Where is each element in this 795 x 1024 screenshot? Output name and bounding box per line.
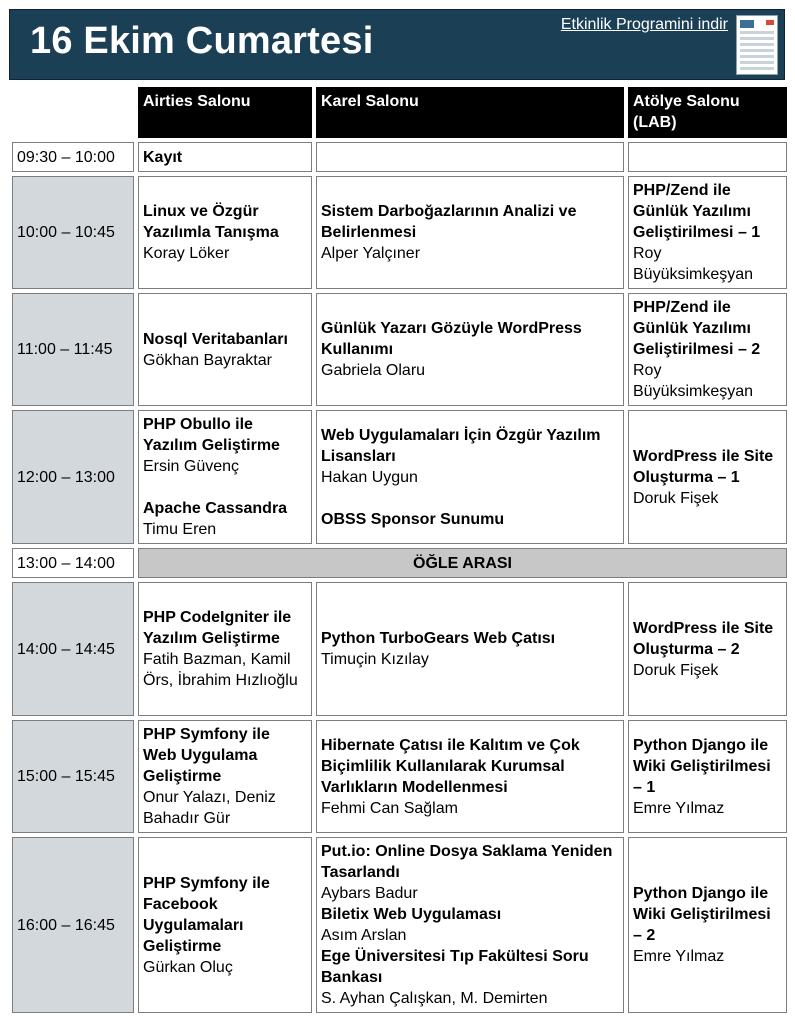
session-title: PHP/Zend ile Günlük Yazılımı Geliştirilmesi – 1 — [633, 182, 761, 241]
session-cell — [138, 837, 312, 1013]
session-cell-empty — [628, 142, 787, 172]
session-title: Biletix Web Uygulaması — [321, 906, 502, 923]
session-cell — [628, 410, 787, 544]
session-speaker: Aybars Badur — [321, 885, 418, 902]
session-cell — [316, 176, 624, 289]
program-thumbnail-image[interactable] — [736, 15, 778, 75]
time-cell: 14:00 – 14:45 — [12, 582, 134, 716]
session-cell — [138, 176, 312, 289]
session-cell — [628, 293, 787, 406]
session-cell — [316, 410, 624, 544]
session-cell — [138, 410, 312, 544]
session-cell — [628, 837, 787, 1013]
session-title: PHP Symfony ile Web Uygulama Geliştirme — [143, 726, 270, 785]
time-cell: 12:00 – 13:00 — [12, 410, 134, 544]
time-cell: 10:00 – 10:45 — [12, 176, 134, 289]
session-title: PHP/Zend ile Günlük Yazılımı Geliştirilmesi – 2 — [633, 299, 761, 358]
session-speaker: Alper Yalçıner — [321, 245, 421, 262]
table-row — [12, 142, 787, 172]
session-speaker: Emre Yılmaz — [633, 948, 725, 965]
session-speaker: Asım Arslan — [321, 927, 407, 944]
session-cell — [138, 293, 312, 406]
corner-cell — [12, 87, 134, 138]
session-speaker: Doruk Fişek — [633, 489, 719, 507]
time-cell: 15:00 – 15:45 — [12, 720, 134, 833]
column-header-karel: Karel Salonu — [316, 87, 624, 138]
session-title: Sistem Darboğazlarının Analizi ve Belirlenmesi — [321, 203, 577, 241]
table-row — [12, 293, 787, 406]
session-title: PHP Obullo ile Yazılım Geliştirme — [143, 416, 280, 454]
session-speaker: S. Ayhan Çalışkan, M. Demirten — [321, 990, 548, 1007]
time-cell: 11:00 – 11:45 — [12, 293, 134, 406]
session-title: WordPress ile Site Oluşturma – 1 — [633, 447, 774, 486]
table-row — [12, 837, 787, 1013]
time-cell: 13:00 – 14:00 — [12, 548, 134, 578]
session-cell — [138, 582, 312, 716]
session-cell — [138, 720, 312, 833]
session-title: Ege Üniversitesi Tıp Fakültesi Soru Bankası — [321, 948, 589, 986]
session-cell — [138, 142, 312, 172]
session-cell — [628, 176, 787, 289]
table-row — [12, 176, 787, 289]
download-program-link[interactable]: Etkinlik Programini indir — [560, 16, 728, 33]
session-title: PHP Symfony ile Facebook Uygulamaları Geliştirme — [143, 874, 270, 955]
table-header-row — [12, 87, 787, 138]
session-cell — [628, 582, 787, 716]
column-header-airties: Airties Salonu — [138, 87, 312, 138]
session-speaker: Timuçin Kızılay — [321, 651, 429, 668]
time-cell: 09:30 – 10:00 — [12, 142, 134, 172]
session-speaker: Emre Yılmaz — [633, 799, 725, 817]
session-title: OBSS Sponsor Sunumu — [321, 510, 505, 528]
session-speaker: Fehmi Can Sağlam — [321, 799, 458, 817]
session-title: Hibernate Çatısı ile Kalıtım ve Çok Biçimlilik Kullanılarak Kurumsal Varlıkların Modellenmesi — [321, 736, 580, 796]
session-speaker: Roy Büyüksimkeşyan — [633, 245, 754, 283]
session-speaker: Doruk Fişek — [633, 661, 719, 679]
session-cell — [316, 293, 624, 406]
session-title: Linux ve Özgür Yazılımla Tanışma — [143, 203, 279, 241]
session-title: Python Django ile Wiki Geliştirilmesi – 2 — [633, 885, 771, 944]
page-title: 16 Ekim Cumartesi — [30, 20, 374, 62]
session-speaker: Ersin Güvenç — [143, 458, 240, 475]
session-title: PHP CodeIgniter ile Yazılım Geliştirme — [143, 609, 292, 647]
session-speaker: Gürkan Oluç — [143, 958, 233, 976]
session-speaker: Hakan Uygun — [321, 468, 418, 486]
session-cell — [316, 837, 624, 1013]
session-title: Günlük Yazarı Gözüyle WordPress Kullanımı — [321, 320, 582, 358]
session-cell — [628, 720, 787, 833]
table-row — [12, 720, 787, 833]
page-header — [9, 9, 785, 80]
session-title: Python Django ile Wiki Geliştirilmesi – 1 — [633, 736, 771, 796]
session-title: Put.io: Online Dosya Saklama Yeniden Tasarlandı — [321, 843, 613, 881]
column-header-lab: Atölye Salonu (LAB) — [628, 87, 787, 138]
schedule-table — [8, 83, 791, 1017]
session-title: Python TurboGears Web Çatısı — [321, 630, 556, 647]
session-speaker: Gökhan Bayraktar — [143, 351, 272, 369]
session-title: WordPress ile Site Oluşturma – 2 — [633, 619, 774, 658]
lunch-break-cell: ÖĞLE ARASI — [138, 548, 787, 578]
session-speaker: Fatih Bazman, Kamil Örs, İbrahim Hızlıoğlu — [143, 651, 298, 689]
session-speaker: Timu Eren — [143, 521, 217, 538]
session-cell — [316, 582, 624, 716]
table-row — [12, 548, 787, 578]
session-speaker: Gabriela Olaru — [321, 362, 426, 379]
session-title: Web Uygulamaları İçin Özgür Yazılım Lisansları — [321, 426, 601, 465]
time-cell: 16:00 – 16:45 — [12, 837, 134, 1013]
session-speaker: Onur Yalazı, Deniz Bahadır Gür — [143, 789, 276, 827]
table-row — [12, 582, 787, 716]
session-cell — [316, 720, 624, 833]
session-title: Kayıt — [143, 148, 183, 166]
session-title: Nosql Veritabanları — [143, 330, 288, 348]
session-speaker: Roy Büyüksimkeşyan — [633, 362, 754, 400]
table-row — [12, 410, 787, 544]
session-speaker: Koray Löker — [143, 245, 230, 262]
session-title: Apache Cassandra — [143, 500, 288, 517]
session-cell-empty — [316, 142, 624, 172]
